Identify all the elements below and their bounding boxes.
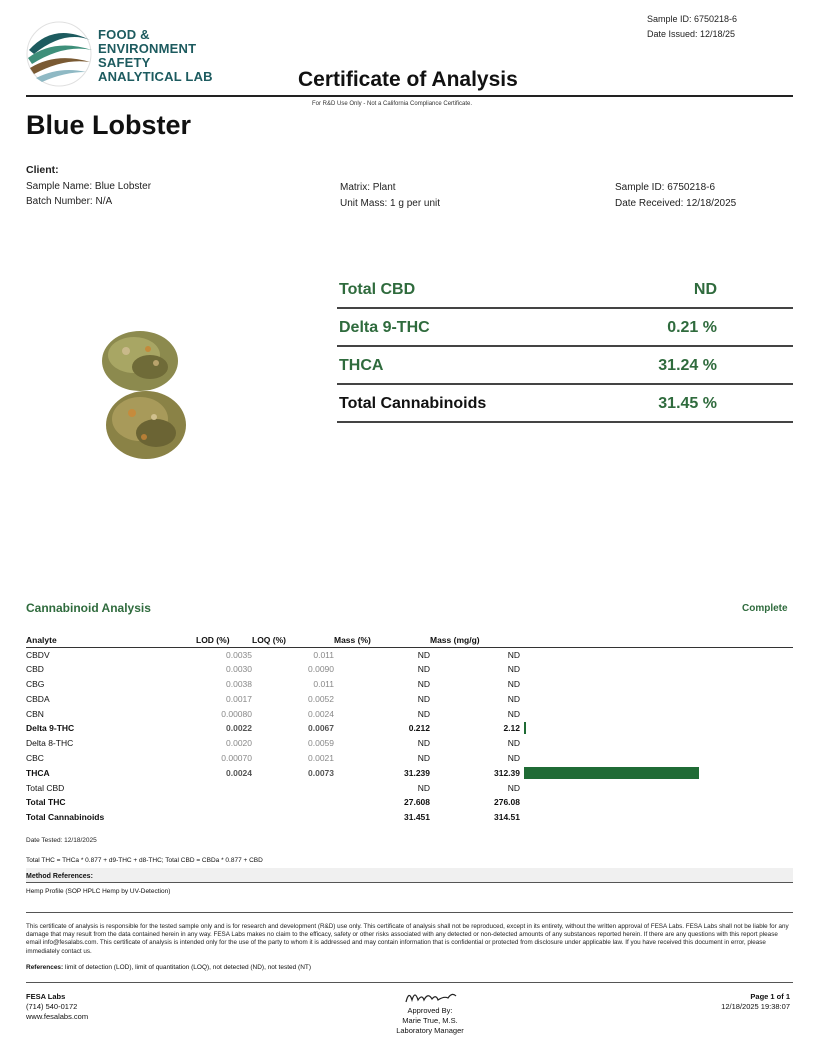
cell-analyte: CBG bbox=[26, 678, 45, 689]
cell-analyte: CBDA bbox=[26, 693, 50, 704]
table-row bbox=[26, 810, 793, 825]
summary-value: 0.21 % bbox=[667, 319, 717, 336]
cell-mass-mg: ND bbox=[507, 649, 520, 660]
cell-bar bbox=[520, 795, 793, 810]
cell-mass-mg: 312.39 bbox=[494, 767, 520, 778]
cell-lod bbox=[196, 795, 252, 810]
compliance-disclaimer: For R&D Use Only - Not a California Compliance Certificate. bbox=[312, 101, 473, 107]
sample-id: Sample ID: 6750218-6 bbox=[615, 182, 716, 193]
client-label: Client: bbox=[26, 164, 59, 176]
cell-loq bbox=[252, 795, 334, 810]
cell-mass-pct: ND bbox=[417, 649, 430, 660]
cell-lod: 0.0038 bbox=[226, 678, 252, 689]
table-row bbox=[26, 795, 793, 810]
cell-analyte: Total Cannabinoids bbox=[26, 812, 105, 823]
cell-mass-mg: 276.08 bbox=[494, 797, 520, 808]
table-row bbox=[26, 677, 793, 692]
analysis-table bbox=[26, 633, 793, 825]
summary-total-cbd bbox=[337, 273, 793, 309]
cell-bar bbox=[520, 780, 793, 795]
references bbox=[26, 964, 311, 971]
col-analyte: Analyte bbox=[26, 633, 196, 647]
header-sample-id: Sample ID: 6750218-6 bbox=[647, 14, 738, 24]
references-label: References: bbox=[26, 964, 64, 971]
page-number: Page 1 of 1 bbox=[750, 992, 790, 1001]
table-row bbox=[26, 780, 793, 795]
sample-photo bbox=[96, 325, 196, 465]
header-date-issued: Date Issued: 12/18/25 bbox=[647, 29, 736, 39]
cell-analyte: CBD bbox=[26, 664, 44, 675]
analysis-status: Complete bbox=[742, 603, 788, 614]
cell-mass-pct: 31.451 bbox=[404, 812, 430, 823]
method-band bbox=[26, 868, 793, 883]
col-loq: LOQ (%) bbox=[252, 633, 334, 647]
table-row bbox=[26, 662, 793, 677]
cell-analyte: Delta 9-THC bbox=[26, 723, 75, 734]
cell-mass-mg: ND bbox=[507, 678, 520, 689]
approver-name: Marie True, M.S. bbox=[402, 1016, 458, 1025]
footer-lab-info bbox=[26, 992, 88, 1022]
cell-mass-mg: ND bbox=[507, 664, 520, 675]
references-text: limit of detection (LOD), limit of quantitation (LOQ), not detected (ND), not tested (NT) bbox=[65, 964, 312, 971]
cell-lod: 0.0017 bbox=[226, 693, 252, 704]
cell-bar bbox=[520, 691, 793, 706]
summary-delta9-thc bbox=[337, 311, 793, 347]
analysis-title: Cannabinoid Analysis bbox=[26, 601, 151, 615]
summary-thca bbox=[337, 349, 793, 385]
cell-loq: 0.0024 bbox=[308, 708, 334, 719]
footer-website: www.fesalabs.com bbox=[26, 1012, 89, 1021]
summary-value: ND bbox=[693, 281, 717, 298]
cell-loq: 0.011 bbox=[313, 649, 334, 660]
footer-timestamp: 12/18/2025 19:38:07 bbox=[721, 1002, 790, 1011]
cell-mass-pct: ND bbox=[417, 782, 430, 793]
summary-total-cannabinoids bbox=[337, 387, 793, 423]
approver-title: Laboratory Manager bbox=[396, 1026, 464, 1035]
table-header-row bbox=[26, 633, 793, 647]
cell-lod: 0.00080 bbox=[221, 708, 252, 719]
lab-logo-text bbox=[98, 28, 213, 84]
cell-bar bbox=[520, 721, 793, 736]
cell-analyte: Total CBD bbox=[26, 782, 65, 793]
cell-bar bbox=[520, 751, 793, 766]
summary-label: Total Cannabinoids bbox=[339, 395, 487, 412]
cell-bar bbox=[520, 736, 793, 751]
footer-phone: (714) 540-0172 bbox=[26, 1002, 78, 1011]
cell-lod: 0.0035 bbox=[226, 649, 252, 660]
cell-mass-pct: ND bbox=[417, 708, 430, 719]
cell-mass-pct: ND bbox=[417, 664, 430, 675]
table-row bbox=[26, 691, 793, 706]
method-references-value: Hemp Profile (SOP HPLC Hemp by UV-Detection) bbox=[26, 888, 171, 895]
cell-mass-mg: 314.51 bbox=[494, 812, 520, 823]
header-divider bbox=[26, 95, 793, 97]
cell-loq bbox=[252, 810, 334, 825]
sample-name: Sample Name: Blue Lobster bbox=[26, 181, 152, 192]
cell-mass-pct: ND bbox=[417, 693, 430, 704]
cell-analyte: CBC bbox=[26, 752, 44, 763]
date-tested: Date Tested: 12/18/2025 bbox=[26, 837, 97, 844]
cell-lod bbox=[196, 780, 252, 795]
cell-bar bbox=[520, 677, 793, 692]
logo-line-1: FOOD & bbox=[98, 27, 150, 42]
cell-mass-pct: ND bbox=[417, 678, 430, 689]
cell-mass-pct: ND bbox=[417, 738, 430, 749]
cell-lod: 0.00070 bbox=[221, 752, 252, 763]
mass-bar bbox=[524, 767, 699, 779]
cell-bar bbox=[520, 647, 793, 662]
cell-bar bbox=[520, 810, 793, 825]
logo-line-4: ANALYTICAL LAB bbox=[98, 69, 213, 84]
cell-mass-mg: 2.12 bbox=[503, 723, 520, 734]
cell-mass-mg: ND bbox=[507, 693, 520, 704]
matrix: Matrix: Plant bbox=[340, 182, 396, 193]
table-row bbox=[26, 647, 793, 662]
cell-lod: 0.0022 bbox=[226, 723, 252, 734]
summary-label: Total CBD bbox=[339, 281, 416, 298]
cell-bar bbox=[520, 662, 793, 677]
cell-loq: 0.0021 bbox=[308, 752, 334, 763]
cell-mass-pct: 0.212 bbox=[408, 723, 430, 734]
summary-label: THCA bbox=[339, 357, 384, 374]
mass-bar bbox=[524, 722, 526, 734]
cell-lod bbox=[196, 810, 252, 825]
cell-analyte: Total THC bbox=[26, 797, 66, 808]
footer-lab-name: FESA Labs bbox=[26, 992, 66, 1001]
cell-loq: 0.0067 bbox=[308, 723, 334, 734]
document-title: Certificate of Analysis bbox=[298, 68, 518, 91]
footer-approval bbox=[380, 1006, 480, 1036]
cell-loq: 0.0073 bbox=[308, 767, 334, 778]
date-received: Date Received: 12/18/2025 bbox=[615, 198, 737, 209]
footer-divider bbox=[26, 982, 793, 983]
table-row bbox=[26, 765, 793, 780]
summary-value: 31.24 % bbox=[658, 357, 717, 374]
cell-mass-mg: ND bbox=[507, 708, 520, 719]
cell-mass-mg: ND bbox=[507, 752, 520, 763]
footer-page-info bbox=[640, 992, 790, 1012]
cell-loq: 0.0059 bbox=[308, 738, 334, 749]
method-references-label: Method References: bbox=[26, 873, 93, 880]
table-row bbox=[26, 751, 793, 766]
table-row bbox=[26, 721, 793, 736]
cell-mass-mg: ND bbox=[507, 738, 520, 749]
signature-icon bbox=[404, 988, 458, 1006]
approved-by-label: Approved By: bbox=[407, 1006, 453, 1015]
cell-mass-mg: ND bbox=[507, 782, 520, 793]
logo-line-2: ENVIRONMENT bbox=[98, 41, 197, 56]
cell-bar bbox=[520, 706, 793, 721]
cell-loq: 0.0052 bbox=[308, 693, 334, 704]
cell-analyte: THCA bbox=[26, 767, 50, 778]
legal-disclaimer: This certificate of analysis is responsible for the tested sample only and is for research and development (R&D) use only. This certificate of analysis shall not be reproduced, except in its entirety, without the written approval of FESA Labs. FESA Labs shall not be liable for any damage that may result from the data contained herein in any way. FESA Labs makes no claim to the efficacy, safety or other risks associated with any detected or non-detected amounts of any substances reported herein. If there are any questions with this report please email info@fesalabs.com. This certificate of analysis is intended only for the use of the party to whom it is addressed and may contain information that is confidential or protected from disclosure under applicable law. If you have received this document in error, please immediately contact us. bbox=[26, 923, 789, 955]
cell-lod: 0.0024 bbox=[226, 767, 252, 778]
col-mass-mg: Mass (mg/g) bbox=[430, 633, 520, 647]
table-row bbox=[26, 736, 793, 751]
batch-number: Batch Number: N/A bbox=[26, 196, 113, 207]
cell-lod: 0.0030 bbox=[226, 664, 252, 675]
summary-label: Delta 9-THC bbox=[339, 319, 430, 336]
logo-line-3: SAFETY bbox=[98, 55, 151, 70]
cell-mass-pct: 27.608 bbox=[404, 797, 430, 808]
unit-mass: Unit Mass: 1 g per unit bbox=[340, 198, 441, 209]
summary-value: 31.45 % bbox=[658, 395, 717, 412]
cell-analyte: CBDV bbox=[26, 649, 50, 660]
cell-loq bbox=[252, 780, 334, 795]
col-mass-pct: Mass (%) bbox=[334, 633, 430, 647]
col-lod: LOD (%) bbox=[196, 633, 252, 647]
cell-analyte: CBN bbox=[26, 708, 44, 719]
lab-logo-icon bbox=[24, 20, 94, 88]
cell-lod: 0.0020 bbox=[226, 738, 252, 749]
cell-bar bbox=[520, 765, 793, 780]
legal-divider bbox=[26, 912, 793, 913]
cell-mass-pct: 31.239 bbox=[404, 767, 430, 778]
cell-loq: 0.011 bbox=[313, 678, 334, 689]
col-bar bbox=[520, 633, 793, 647]
formula-note: Total THC = THCa * 0.877 + d9-THC + d8-THC; Total CBD = CBDa * 0.877 + CBD bbox=[26, 857, 263, 864]
sample-title: Blue Lobster bbox=[26, 110, 192, 140]
cell-analyte: Delta 8-THC bbox=[26, 738, 74, 749]
cell-loq: 0.0090 bbox=[308, 664, 334, 675]
table-row bbox=[26, 706, 793, 721]
cell-mass-pct: ND bbox=[417, 752, 430, 763]
